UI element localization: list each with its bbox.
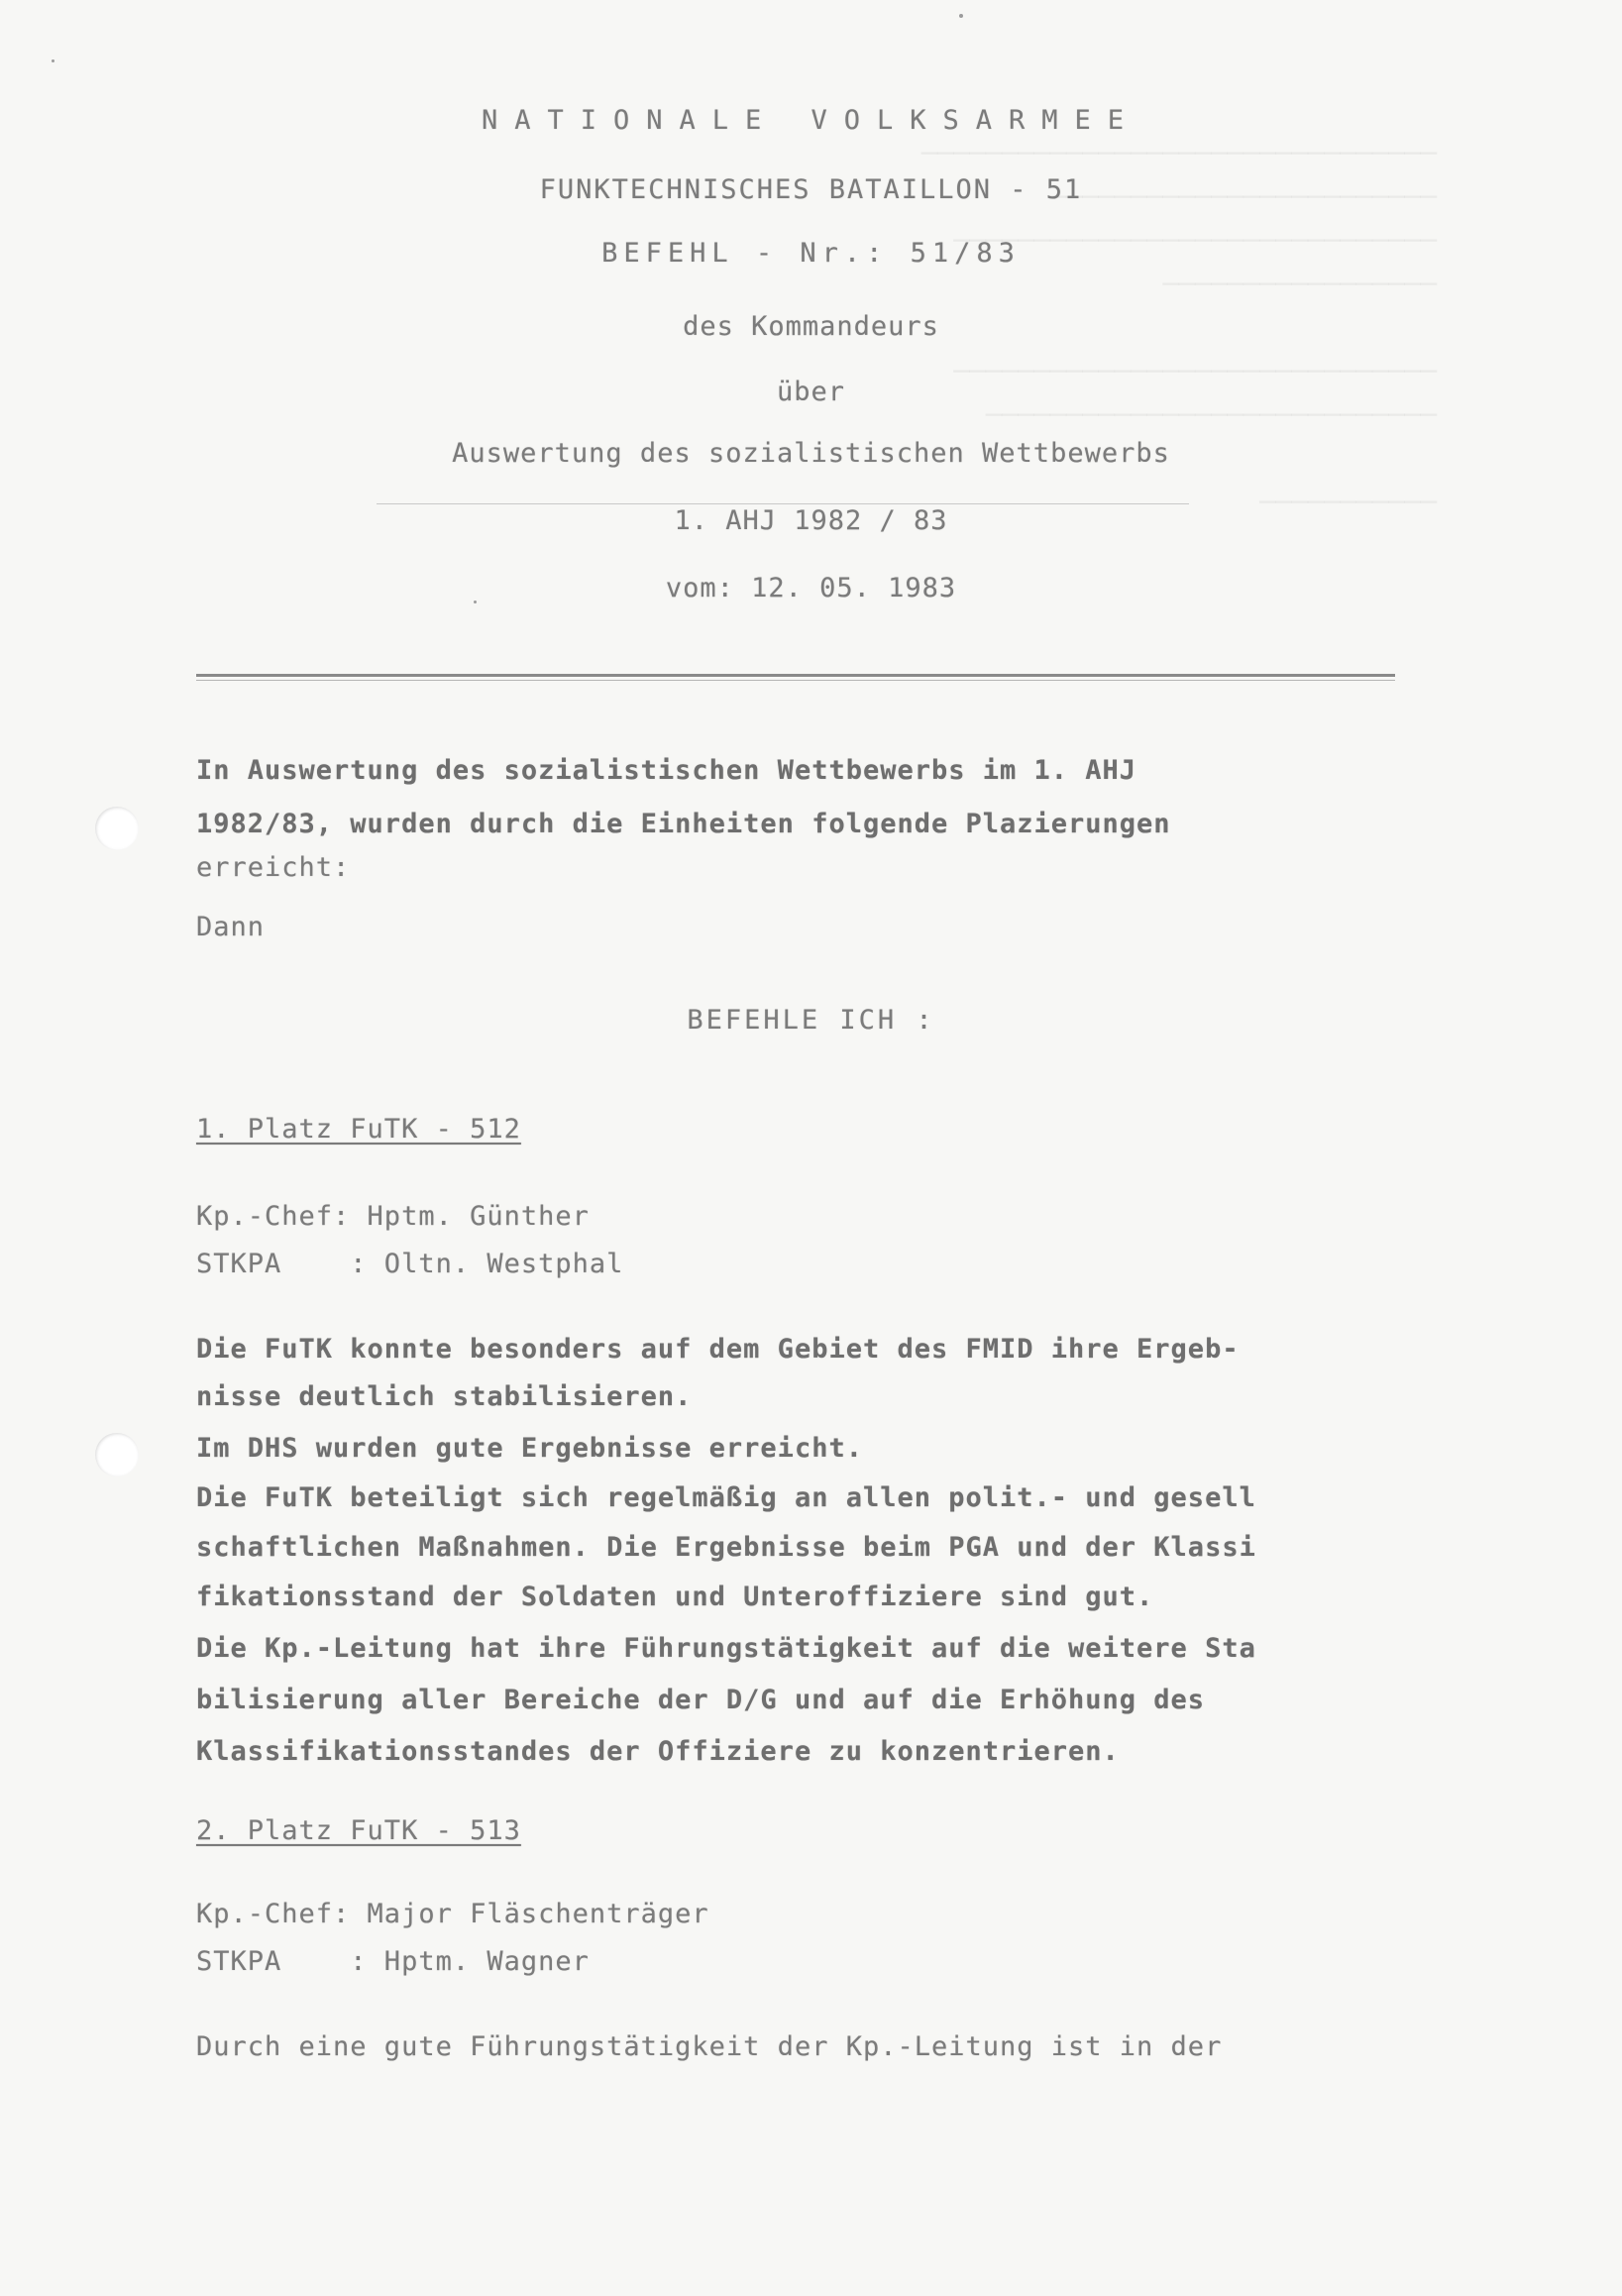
punch-hole-top: [95, 807, 139, 850]
order-period: 1. AHJ 1982 / 83: [674, 505, 948, 536]
order-date: vom: 12. 05. 1983: [665, 573, 957, 603]
place-1-text-line: fikationsstand der Soldaten und Unteroffiziere sind gut.: [196, 1582, 1154, 1612]
place-1-text-line: Die FuTK beteiligt sich regelmäßig an allen polit.- und gesell: [196, 1482, 1256, 1513]
intro-line-3: erreicht:: [196, 852, 351, 883]
place-1-stkpa: STKPA : Oltn. Westphal: [196, 1249, 624, 1279]
place-1-text-line: schaftlichen Maßnahmen. Die Ergebnisse beim PGA und der Klassi: [196, 1532, 1256, 1563]
place-1-chief: Kp.-Chef: Hptm. Günther: [196, 1201, 590, 1232]
place-2-stkpa: STKPA : Hptm. Wagner: [196, 1946, 590, 1977]
place-1-text-line: Im DHS wurden gute Ergebnisse erreicht.: [196, 1433, 863, 1464]
dann-label: Dann: [196, 912, 266, 942]
punch-hole-bottom: [95, 1433, 139, 1476]
place-2-chief: Kp.-Chef: Major Fläschenträger: [196, 1899, 709, 1929]
header-rule: [196, 674, 1395, 677]
order-number: BEFEHL - Nr.: 51/83: [601, 238, 1021, 269]
order-subject: Auswertung des sozialistischen Wettbewerbs: [452, 438, 1170, 469]
battalion-title: FUNKTECHNISCHES BATAILLON - 51: [539, 174, 1083, 205]
order-of-commander: des Kommandeurs: [683, 311, 939, 342]
befehle-heading: BEFEHLE ICH :: [687, 1005, 935, 1036]
ink-speck: [52, 59, 54, 62]
place-1-text-line: Klassifikationsstandes der Offiziere zu konzentrieren.: [196, 1736, 1120, 1767]
army-title: NATIONALE VOLKSARMEE: [481, 105, 1141, 136]
place-2-heading: 2. Platz FuTK - 513: [196, 1815, 521, 1846]
subject-divider: [377, 503, 1189, 504]
header-rule-shadow: [196, 680, 1395, 681]
place-1-heading: 1. Platz FuTK - 512: [196, 1114, 521, 1145]
bleed-through-background: ──────────────────────────────── ──────────────────────── ────────────────────────────── ───────────────── ────────────────────────────── ──────────────────────────── ───────────: [920, 139, 1437, 518]
intro-line-2: 1982/83, wurden durch die Einheiten folgende Plazierungen: [196, 809, 1171, 839]
intro-line-1: In Auswertung des sozialistischen Wettbewerbs im 1. AHJ: [196, 755, 1137, 786]
place-1-text-line: Die FuTK konnte besonders auf dem Gebiet des FMID ihre Ergeb-: [196, 1334, 1240, 1365]
place-1-text-line: nisse deutlich stabilisieren.: [196, 1381, 693, 1412]
ink-speck: [959, 14, 963, 18]
place-1-text-line: Die Kp.-Leitung hat ihre Führungstätigkeit auf die weitere Sta: [196, 1633, 1256, 1664]
place-1-text-line: bilisierung aller Bereiche der D/G und auf die Erhöhung des: [196, 1685, 1206, 1715]
order-about: über: [776, 377, 846, 407]
place-2-text-line: Durch eine gute Führungstätigkeit der Kp.-Leitung ist in der: [196, 2031, 1223, 2062]
